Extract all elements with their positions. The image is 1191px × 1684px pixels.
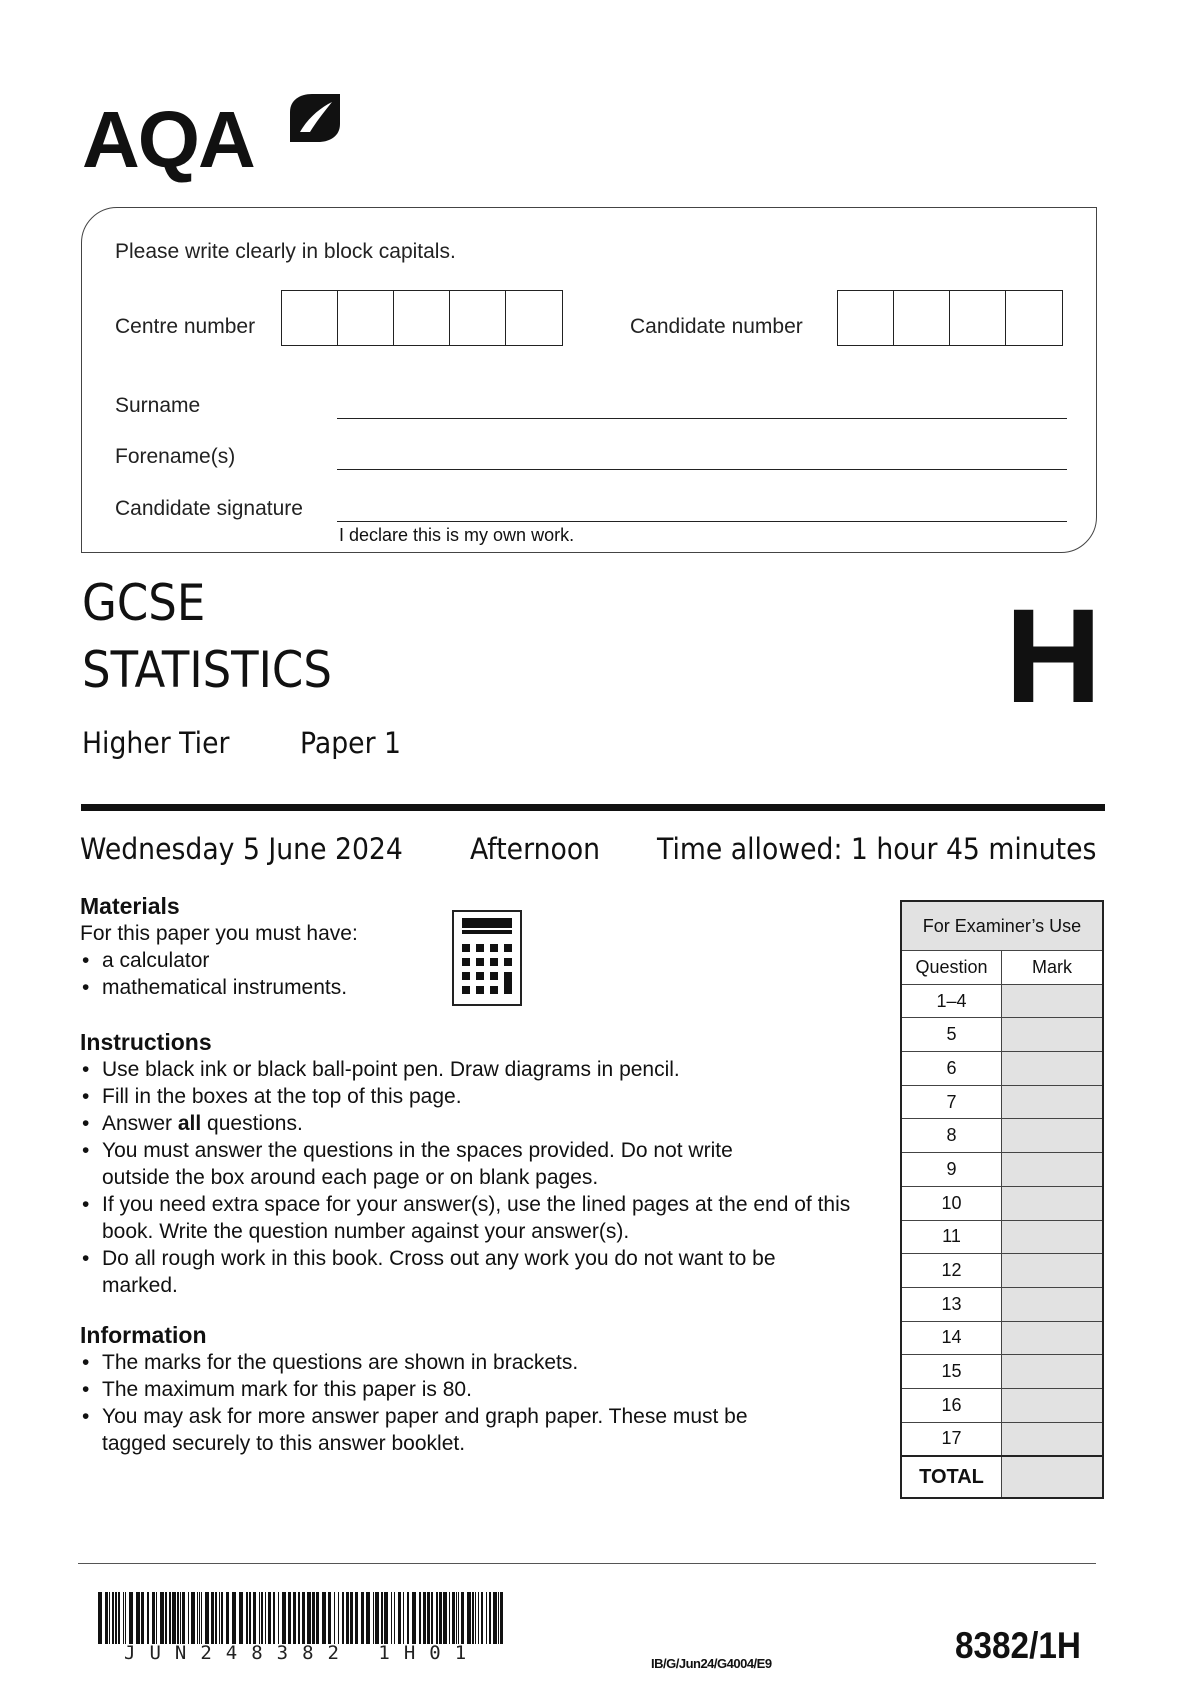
paper-label: Paper 1	[300, 726, 402, 760]
mark-cell	[1002, 1287, 1104, 1321]
mark-cell	[1002, 1422, 1104, 1456]
information-item: • The maximum mark for this paper is 80.	[80, 1376, 800, 1403]
materials-item: • mathematical instruments.	[80, 974, 480, 1001]
mark-cell	[1002, 1085, 1104, 1119]
instruction-item: • Do all rough work in this book. Cross out any work you do not want to be marked.	[80, 1245, 782, 1299]
candidate-number-box[interactable]	[838, 291, 894, 345]
question-number: 1–4	[901, 984, 1002, 1018]
information-item: • You may ask for more answer paper and graph paper. These must be tagged securely to this answer booklet.	[80, 1403, 800, 1457]
forenames-label: Forename(s)	[115, 445, 236, 468]
materials-intro: For this paper you must have:	[80, 922, 358, 945]
information-item: • The marks for the questions are shown in brackets.	[80, 1349, 800, 1376]
declaration-text: I declare this is my own work.	[339, 525, 575, 545]
paper-code: 8382/1H	[955, 1625, 1081, 1666]
examiner-use-table	[900, 900, 1104, 1499]
surname-label: Surname	[115, 394, 201, 417]
mark-column-header: Mark	[1002, 951, 1104, 985]
leaf-mark-icon	[286, 92, 342, 146]
candidate-number-box[interactable]	[1006, 291, 1062, 345]
question-number: 8	[901, 1119, 1002, 1153]
question-number: 10	[901, 1186, 1002, 1220]
calculator-icon	[452, 910, 522, 1006]
centre-number-box[interactable]	[506, 291, 562, 345]
footer-divider	[78, 1563, 1096, 1564]
question-number: 5	[901, 1018, 1002, 1052]
candidate-number-label: Candidate number	[630, 315, 803, 338]
question-number: 14	[901, 1321, 1002, 1355]
mark-cell	[1002, 1186, 1104, 1220]
materials-section	[80, 893, 480, 1001]
mark-cell	[1002, 1388, 1104, 1422]
centre-number-box[interactable]	[282, 291, 338, 345]
question-number: 13	[901, 1287, 1002, 1321]
tier-label: Higher Tier	[82, 726, 230, 760]
mark-cell	[1002, 1254, 1104, 1288]
forenames-line[interactable]	[337, 469, 1067, 470]
question-number: 17	[901, 1422, 1002, 1456]
mark-cell	[1002, 1355, 1104, 1389]
candidate-details-panel	[81, 207, 1097, 553]
total-mark-cell	[1002, 1456, 1104, 1498]
centre-number-box[interactable]	[394, 291, 450, 345]
question-number: 12	[901, 1254, 1002, 1288]
title-divider	[81, 804, 1105, 811]
barcode-text: JUN248382 1H01	[124, 1642, 481, 1664]
block-capitals-instruction: Please write clearly in block capitals.	[115, 240, 456, 263]
information-heading: Information	[80, 1322, 207, 1348]
instruction-item: • Use black ink or black ball-point pen. Draw diagrams in pencil.	[80, 1056, 870, 1083]
instructions-heading: Instructions	[80, 1029, 212, 1055]
instruction-item: • Fill in the boxes at the top of this page.	[80, 1083, 870, 1110]
total-label: TOTAL	[901, 1456, 1002, 1498]
barcode-icon	[98, 1592, 506, 1644]
candidate-number-box[interactable]	[894, 291, 950, 345]
instructions-section	[80, 1029, 870, 1299]
materials-item: • a calculator	[80, 947, 480, 974]
question-column-header: Question	[901, 951, 1002, 985]
centre-number-box[interactable]	[450, 291, 506, 345]
signature-line[interactable]	[337, 521, 1067, 522]
candidate-number-boxes[interactable]	[837, 290, 1063, 346]
question-number: 7	[901, 1085, 1002, 1119]
exam-session: Afternoon	[470, 832, 601, 866]
surname-line[interactable]	[337, 418, 1067, 419]
centre-number-label: Centre number	[115, 315, 256, 338]
signature-label: Candidate signature	[115, 497, 303, 520]
mark-cell	[1002, 984, 1104, 1018]
instruction-item: • If you need extra space for your answer(s), use the lined pages at the end of this book. Write the question number against your answer(s).	[80, 1191, 870, 1245]
instruction-item: • Answer all questions.	[80, 1110, 870, 1137]
mark-cell	[1002, 1119, 1104, 1153]
question-number: 11	[901, 1220, 1002, 1254]
materials-heading: Materials	[80, 893, 180, 919]
instruction-item: • You must answer the questions in the spaces provided. Do not write outside the box around each page or on blank pages.	[80, 1137, 782, 1191]
centre-number-boxes[interactable]	[281, 290, 563, 346]
information-section	[80, 1322, 800, 1457]
question-number: 6	[901, 1052, 1002, 1086]
candidate-number-box[interactable]	[950, 291, 1006, 345]
centre-number-box[interactable]	[338, 291, 394, 345]
aqa-logo-text: AQA	[82, 95, 254, 184]
exam-date: Wednesday 5 June 2024	[80, 832, 403, 866]
document-reference-code: IB/G/Jun24/G4004/E9	[651, 1656, 772, 1671]
mark-cell	[1002, 1052, 1104, 1086]
mark-cell	[1002, 1018, 1104, 1052]
mark-cell	[1002, 1153, 1104, 1187]
examiner-table-title: For Examiner’s Use	[901, 901, 1103, 951]
tier-letter: H	[1005, 582, 1102, 731]
subject-title: STATISTICS	[82, 641, 332, 699]
question-number: 9	[901, 1153, 1002, 1187]
question-number: 16	[901, 1388, 1002, 1422]
question-number: 15	[901, 1355, 1002, 1389]
mark-cell	[1002, 1220, 1104, 1254]
qualification-title: GCSE	[82, 574, 206, 632]
time-allowed: Time allowed: 1 hour 45 minutes	[657, 832, 1097, 866]
mark-cell	[1002, 1321, 1104, 1355]
